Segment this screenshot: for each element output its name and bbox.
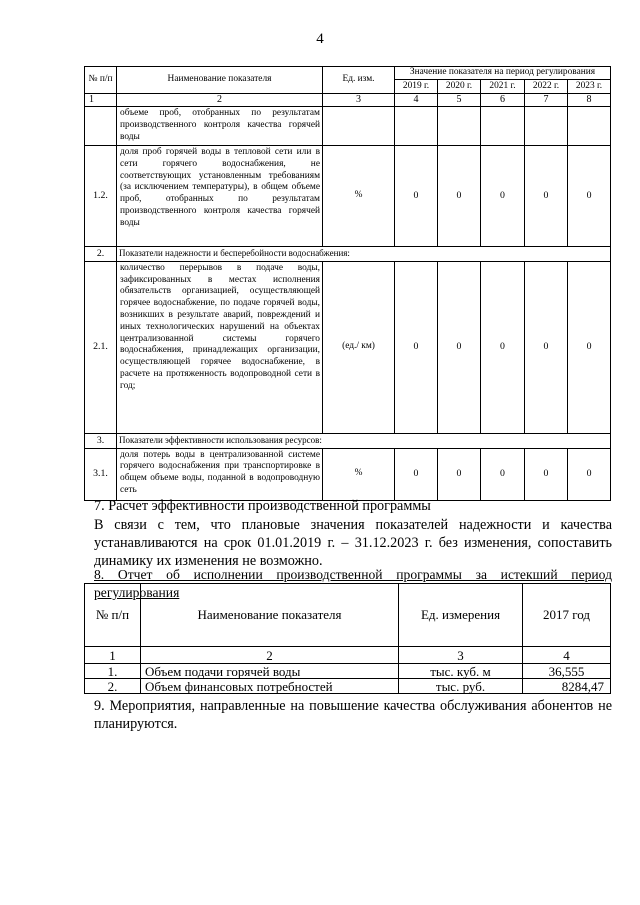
row-value: 0 [568, 448, 611, 500]
index-cell: 3 [323, 94, 395, 107]
row-value [481, 107, 525, 146]
index-cell: 3 [399, 647, 523, 664]
row-value: 0 [438, 261, 481, 433]
row-value: 0 [525, 146, 568, 247]
index-cell: 2 [117, 94, 323, 107]
row-name: Объем подачи горячей воды [141, 664, 399, 679]
row-value [568, 107, 611, 146]
index-cell: 6 [481, 94, 525, 107]
header-period: Значение показателя на период регулирования [395, 67, 611, 80]
row-value: 36,555 [523, 664, 611, 679]
index-cell: 1 [85, 647, 141, 664]
index-row [85, 94, 611, 107]
row-value: 0 [525, 261, 568, 433]
row-value: 0 [395, 261, 438, 433]
header-row [85, 67, 611, 80]
row-value: 0 [481, 261, 525, 433]
section-title: Показатели надежности и бесперебойности водоснабжения: [117, 247, 611, 262]
row-num: 2. [85, 679, 141, 694]
row-value: 0 [481, 146, 525, 247]
section-8-title: 8. Отчет об исполнении производственной программы за истекший период регулирования [94, 567, 612, 600]
header-num: № п/п [85, 584, 141, 647]
table-row [85, 448, 611, 500]
row-unit: % [323, 448, 395, 500]
index-row [85, 647, 611, 664]
header-unit: Ед. изм. [323, 67, 395, 94]
row-num [85, 107, 117, 146]
row-name: доля проб горячей воды в тепловой сети или в сети горячего водоснабжения, не соответствующих установленным требованиям (за исключением температуры), в общем объеме проб, отобранных по результатам производственного контроля качества горячей воды [117, 146, 323, 247]
index-cell: 4 [523, 647, 611, 664]
row-value: 0 [568, 261, 611, 433]
row-value [395, 107, 438, 146]
row-unit: (ед./ км) [323, 261, 395, 433]
header-year: 2023 г. [568, 80, 611, 94]
index-cell: 2 [141, 647, 399, 664]
section-title: Показатели эффективности использования ресурсов: [117, 433, 611, 448]
table-row [85, 261, 611, 433]
row-num: 2. [85, 247, 117, 262]
report-table [84, 583, 611, 694]
section-7-text: В связи с тем, что плановые значения показателей надежности и качества устанавливаются на срок 01.01.2019 г. – 31.12.2023 г. без изменения, сопоставить динамику их изменения не возможно. [94, 517, 612, 569]
row-value [438, 107, 481, 146]
row-name: Объем финансовых потребностей [141, 679, 399, 694]
row-value: 0 [395, 448, 438, 500]
header-year: 2017 год [523, 584, 611, 647]
row-value: 0 [438, 146, 481, 247]
index-cell: 7 [525, 94, 568, 107]
header-unit: Ед. измерения [399, 584, 523, 647]
page-number: 4 [316, 31, 324, 47]
section-9-text: 9. Мероприятия, направленные на повышение качества обслуживания абонентов не планируются. [94, 698, 612, 732]
header-year: 2019 г. [395, 80, 438, 94]
row-unit: тыс. руб. [399, 679, 523, 694]
index-cell: 8 [568, 94, 611, 107]
table-row [85, 664, 611, 679]
row-num: 3.1. [85, 448, 117, 500]
row-value: 0 [481, 448, 525, 500]
index-cell: 4 [395, 94, 438, 107]
row-unit [323, 107, 395, 146]
section-7-title: 7. Расчет эффективности производственной программы [94, 498, 431, 514]
row-num: 1. [85, 664, 141, 679]
header-num: № п/п [85, 67, 117, 94]
row-value: 0 [525, 448, 568, 500]
row-value: 0 [395, 146, 438, 247]
header-name: Наименование показателя [141, 584, 399, 647]
row-value: 0 [568, 146, 611, 247]
index-cell: 1 [85, 94, 117, 107]
row-num: 1.2. [85, 146, 117, 247]
header-name: Наименование показателя [117, 67, 323, 94]
header-year: 2021 г. [481, 80, 525, 94]
row-unit: тыс. куб. м [399, 664, 523, 679]
row-num: 3. [85, 433, 117, 448]
indicators-table [84, 66, 611, 501]
section-row [85, 247, 611, 262]
header-year: 2020 г. [438, 80, 481, 94]
section-row [85, 433, 611, 448]
table-row [85, 679, 611, 694]
table-row [85, 107, 611, 146]
header-row [85, 584, 611, 647]
row-name: объеме проб, отобранных по результатам производственного контроля качества горячей воды [117, 107, 323, 146]
header-year: 2022 г. [525, 80, 568, 94]
table-row [85, 146, 611, 247]
row-name: количество перерывов в подаче воды, зафиксированных в местах исполнения обязательств организацией, осуществляющей горячее водоснабжение, по подаче горячей воды, возникших в результате аварий, повреждений и иных технологических нарушений на объектах централизованной системы горячего водоснабжения, принадлежащих организации, осуществляющей горячее водоснабжение, в расчете на протяженность водопроводной сети в год; [117, 261, 323, 433]
row-value [525, 107, 568, 146]
row-value: 8284,47 [523, 679, 611, 694]
row-name: доля потерь воды в централизованной системе горячего водоснабжения при транспортировке в общем объеме воды, поданной в водопроводную сеть [117, 448, 323, 500]
row-num: 2.1. [85, 261, 117, 433]
row-value: 0 [438, 448, 481, 500]
row-unit: % [323, 146, 395, 247]
index-cell: 5 [438, 94, 481, 107]
